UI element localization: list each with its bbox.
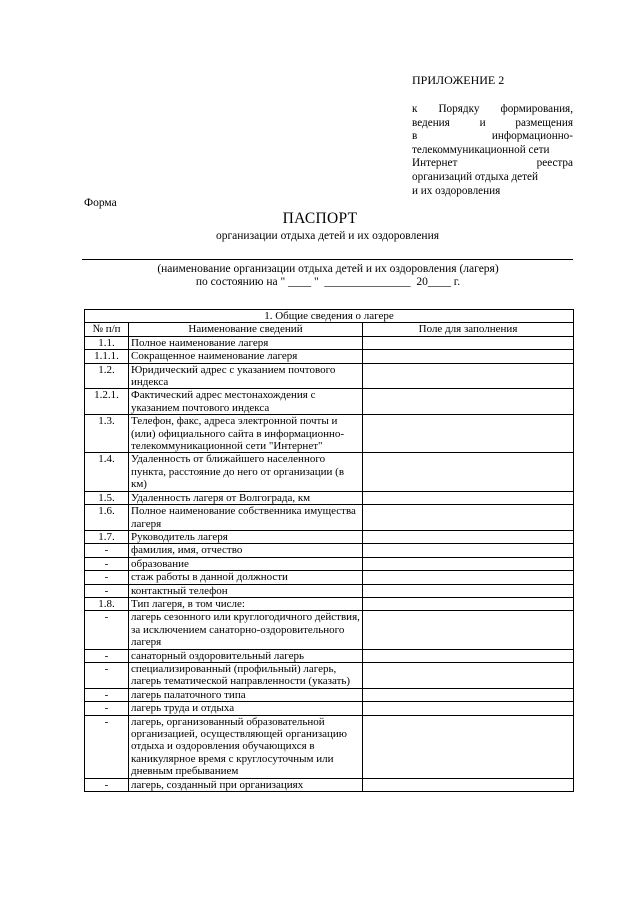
table-row bbox=[85, 336, 574, 349]
fill-field[interactable] bbox=[363, 702, 574, 715]
table-row bbox=[85, 702, 574, 715]
row-label: Тип лагеря, в том числе: bbox=[129, 597, 363, 610]
table-row bbox=[85, 557, 574, 570]
column-header-value: Поле для заполнения bbox=[363, 323, 574, 336]
fill-field[interactable] bbox=[363, 688, 574, 701]
form-label: Форма bbox=[84, 197, 117, 209]
table-row bbox=[85, 649, 574, 662]
row-number: - bbox=[85, 649, 129, 662]
row-label: фамилия, имя, отчество bbox=[129, 544, 363, 557]
table-row bbox=[85, 597, 574, 610]
as-of-date-line[interactable]: по состоянию на " ____ " _______________ 20____ г. bbox=[195, 276, 461, 288]
fill-field[interactable] bbox=[363, 415, 574, 453]
row-label: образование bbox=[129, 557, 363, 570]
row-label: лагерь палаточного типа bbox=[129, 688, 363, 701]
row-label: лагерь труда и отдыха bbox=[129, 702, 363, 715]
table-row bbox=[85, 530, 574, 543]
row-label: стаж работы в данной должности bbox=[129, 571, 363, 584]
fill-field[interactable] bbox=[363, 491, 574, 504]
row-label: лагерь, организованный образовательной организацией, осуществляющей организацию отдыха и оздоровления обучающихся в каникулярное время с круглосуточным или дневным пребыванием bbox=[129, 715, 363, 778]
row-label: Фактический адрес местонахождения с указанием почтового индекса bbox=[129, 389, 363, 415]
table-row bbox=[85, 778, 574, 791]
fill-field[interactable] bbox=[363, 557, 574, 570]
appendix-reference bbox=[412, 103, 573, 198]
row-label: Сокращенное наименование лагеря bbox=[129, 350, 363, 363]
appendix-line: к Порядку формирования, bbox=[412, 103, 573, 115]
row-number: - bbox=[85, 544, 129, 557]
row-number: - bbox=[85, 662, 129, 688]
fill-field[interactable] bbox=[363, 453, 574, 491]
fill-field[interactable] bbox=[363, 505, 574, 531]
row-label: контактный телефон bbox=[129, 584, 363, 597]
row-number: 1.5. bbox=[85, 491, 129, 504]
column-header-name: Наименование сведений bbox=[129, 323, 363, 336]
fill-field[interactable] bbox=[363, 544, 574, 557]
row-label: Руководитель лагеря bbox=[129, 530, 363, 543]
row-number: 1.8. bbox=[85, 597, 129, 610]
fill-field[interactable] bbox=[363, 530, 574, 543]
table-row bbox=[85, 715, 574, 778]
fill-field[interactable] bbox=[363, 649, 574, 662]
general-info-table bbox=[84, 309, 574, 792]
fill-field[interactable] bbox=[363, 336, 574, 349]
table-row bbox=[85, 688, 574, 701]
column-header-number: № п/п bbox=[85, 323, 129, 336]
row-number: - bbox=[85, 715, 129, 778]
table-row bbox=[85, 662, 574, 688]
appendix-line: и их оздоровления bbox=[412, 184, 501, 197]
document-title: ПАСПОРТ bbox=[282, 210, 358, 227]
row-number: - bbox=[85, 611, 129, 649]
organization-name-caption: (наименование организации отдыха детей и их оздоровления (лагеря) bbox=[157, 263, 499, 275]
row-number: - bbox=[85, 571, 129, 584]
row-number: - bbox=[85, 778, 129, 791]
row-number: 1.7. bbox=[85, 530, 129, 543]
row-label: санаторный оздоровительный лагерь bbox=[129, 649, 363, 662]
fill-field[interactable] bbox=[363, 611, 574, 649]
appendix-line: Интернет реестра bbox=[412, 157, 573, 170]
table-row bbox=[85, 611, 574, 649]
row-number: 1.2.1. bbox=[85, 389, 129, 415]
appendix-line: ведения и размещения bbox=[412, 116, 573, 129]
row-label: Полное наименование собственника имущества лагеря bbox=[129, 505, 363, 531]
row-number: - bbox=[85, 688, 129, 701]
row-number: 1.2. bbox=[85, 363, 129, 389]
row-number: - bbox=[85, 557, 129, 570]
section-title: 1. Общие сведения о лагере bbox=[85, 310, 574, 323]
fill-field[interactable] bbox=[363, 363, 574, 389]
row-number: 1.6. bbox=[85, 505, 129, 531]
row-label: Удаленность от ближайшего населенного пункта, расстояние до него от организации (в км) bbox=[129, 453, 363, 491]
fill-field[interactable] bbox=[363, 778, 574, 791]
appendix-line: телекоммуникационной сети bbox=[412, 143, 550, 156]
table-row bbox=[85, 453, 574, 491]
table-row bbox=[85, 491, 574, 504]
fill-field[interactable] bbox=[363, 584, 574, 597]
row-label: лагерь, созданный при организациях bbox=[129, 778, 363, 791]
row-number: - bbox=[85, 584, 129, 597]
fill-field[interactable] bbox=[363, 350, 574, 363]
fill-field[interactable] bbox=[363, 662, 574, 688]
table-row bbox=[85, 363, 574, 389]
row-label: специализированный (профильный) лагерь, лагерь тематической направленности (указать) bbox=[129, 662, 363, 688]
fill-field[interactable] bbox=[363, 597, 574, 610]
row-label: Удаленность лагеря от Волгограда, км bbox=[129, 491, 363, 504]
fill-field[interactable] bbox=[363, 715, 574, 778]
row-number: 1.4. bbox=[85, 453, 129, 491]
fill-field[interactable] bbox=[363, 571, 574, 584]
table-row bbox=[85, 544, 574, 557]
appendix-line: в информационно- bbox=[412, 130, 573, 143]
appendix-title: ПРИЛОЖЕНИЕ 2 bbox=[412, 73, 505, 87]
fill-field[interactable] bbox=[363, 389, 574, 415]
row-label: Полное наименование лагеря bbox=[129, 336, 363, 349]
appendix-line: организаций отдыха детей bbox=[412, 170, 538, 183]
row-label: лагерь сезонного или круглогодичного действия, за исключением санаторно-оздоровительного лагеря bbox=[129, 611, 363, 649]
table-row bbox=[85, 389, 574, 415]
row-number: 1.1.1. bbox=[85, 350, 129, 363]
table-row bbox=[85, 415, 574, 453]
table-row bbox=[85, 505, 574, 531]
row-number: 1.3. bbox=[85, 415, 129, 453]
table-row bbox=[85, 571, 574, 584]
row-label: Телефон, факс, адреса электронной почты и (или) официального сайта в информационно-телекоммуникационной сети "Интернет" bbox=[129, 415, 363, 453]
table-row bbox=[85, 584, 574, 597]
document-subtitle: организации отдыха детей и их оздоровления bbox=[215, 230, 440, 242]
organization-name-line[interactable] bbox=[82, 259, 573, 260]
row-number: - bbox=[85, 702, 129, 715]
row-number: 1.1. bbox=[85, 336, 129, 349]
row-label: Юридический адрес с указанием почтового индекса bbox=[129, 363, 363, 389]
table-row bbox=[85, 350, 574, 363]
